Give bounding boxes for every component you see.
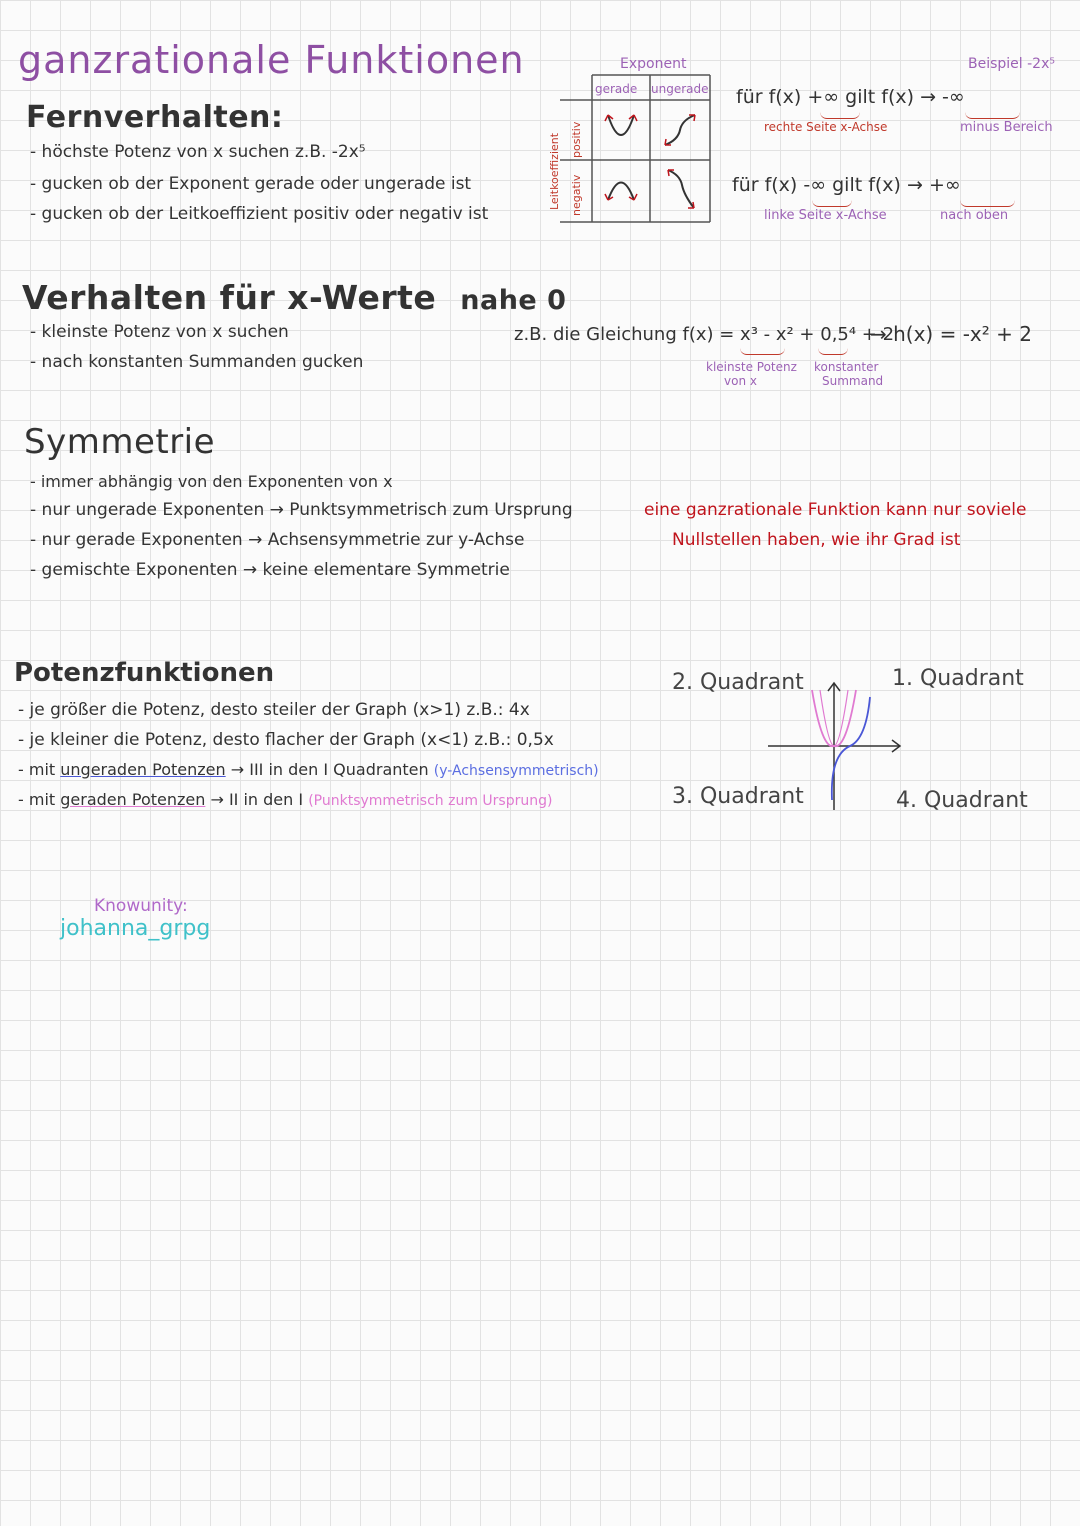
potenz-heading: Potenzfunktionen [14, 658, 275, 688]
potenz-line-odd: - mit ungeraden Potenzen → III in den I Quadranten (y-Achsensymmetrisch) [18, 760, 599, 779]
nahe-null-line: - nach konstanten Summanden gucken [30, 352, 364, 372]
quadrant-1-label: 1. Quadrant [892, 666, 1024, 691]
example-line-2: für f(x) -∞ gilt f(x) → +∞ [732, 174, 961, 196]
potenz-line-even: - mit geraden Potenzen → II in den I (Punktsymmetrisch zum Ursprung) [18, 790, 553, 809]
example-note-2-left: linke Seite x-Achse [764, 208, 887, 223]
symmetrie-line: - nur ungerade Exponenten → Punktsymmetrisch zum Ursprung [30, 500, 573, 520]
table-col-even: gerade [595, 82, 638, 96]
table-row-positive: positiv [570, 121, 583, 158]
symmetrie-heading: Symmetrie [24, 422, 216, 462]
nahe-null-note-right-2: Summand [822, 374, 884, 388]
quadrant-3-label: 3. Quadrant [672, 784, 804, 809]
credit-line-1: Knowunity: [94, 896, 188, 916]
potenz-line: - je kleiner die Potenz, desto flacher der Graph (x<1) z.B.: 0,5x [18, 730, 554, 750]
fernverhalten-line: - höchste Potenz von x suchen z.B. -2x⁵ [30, 142, 366, 162]
quadrant-4-label: 4. Quadrant [896, 788, 1028, 813]
quadrant-2-label: 2. Quadrant [672, 670, 804, 695]
nahe-null-equation: z.B. die Gleichung f(x) = x³ - x² + 0,5⁴ + 2 [514, 324, 895, 345]
example-note-1-left: rechte Seite x-Achse [764, 120, 888, 134]
potenz-line: - je größer die Potenz, desto steiler der Graph (x>1) z.B.: 4x [18, 700, 530, 720]
quadrant-axes-diagram [760, 675, 910, 815]
table-exponent-label: Exponent [620, 56, 687, 72]
table-col-odd: ungerade [651, 82, 709, 96]
example-label: Beispiel -2x⁵ [968, 56, 1055, 72]
symmetrie-line: - nur gerade Exponenten → Achsensymmetrie zur y-Achse [30, 530, 525, 550]
nahe-null-note-left-1: kleinste Potenz [706, 360, 797, 374]
symmetrie-note-line-2: Nullstellen haben, wie ihr Grad ist [672, 530, 961, 550]
graph-even-negative-icon [605, 183, 637, 201]
credit-line-2: johanna_grpg [60, 916, 211, 941]
example-line-1: für f(x) +∞ gilt f(x) → -∞ [736, 86, 965, 108]
example-note-1-right: minus Bereich [960, 120, 1053, 135]
fernverhalten-line: - gucken ob der Exponent gerade oder ungerade ist [30, 174, 472, 194]
nahe-null-note-left-2: von x [724, 374, 757, 388]
graph-odd-positive-icon [665, 115, 695, 145]
symmetrie-note-line-1: eine ganzrationale Funktion kann nur soviele [644, 500, 1027, 520]
page-title: ganzrationale Funktionen [18, 38, 525, 82]
table-row-negative: negativ [570, 174, 583, 216]
symmetrie-line: - gemischte Exponenten → keine elementare Symmetrie [30, 560, 510, 580]
nahe-null-note-right-1: konstanter [814, 360, 879, 374]
fernverhalten-heading: Fernverhalten: [26, 100, 284, 135]
nahe-null-heading: Verhalten für x-Werte nahe 0 [22, 278, 567, 317]
table-row-group-label: Leitkoeffizient [548, 132, 561, 210]
fernverhalten-line: - gucken ob der Leitkoeffizient positiv oder negativ ist [30, 204, 489, 224]
symmetrie-line: - immer abhängig von den Exponenten von x [30, 472, 393, 491]
example-note-2-right: nach oben [940, 208, 1009, 223]
nahe-null-line: - kleinste Potenz von x suchen [30, 322, 289, 342]
graph-even-positive-icon [605, 115, 637, 135]
graph-odd-negative-icon [668, 170, 694, 208]
exponent-table-grid [560, 70, 720, 230]
nahe-null-result: → h(x) = -x² + 2 [870, 322, 1032, 346]
